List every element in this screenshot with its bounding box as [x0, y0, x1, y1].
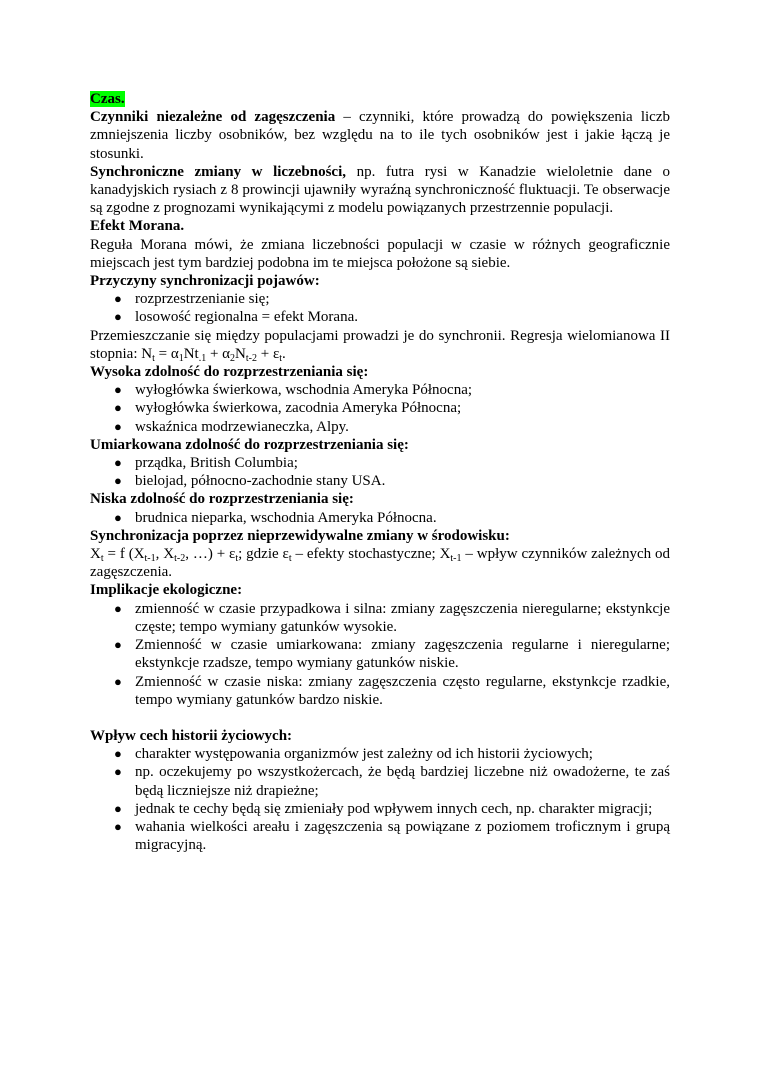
list-high-dispersal	[90, 381, 670, 436]
term-independent-factors: Czynniki niezależne od zagęszczenia	[90, 109, 336, 126]
bullet-icon: ●	[114, 509, 122, 525]
formula-stochastic	[90, 545, 670, 581]
list-item	[90, 745, 670, 763]
formula-part: = α	[154, 345, 179, 362]
list-item	[90, 600, 670, 636]
subscript: t	[288, 553, 292, 565]
bullet-icon: ●	[114, 309, 122, 325]
heading-moderate-dispersal: Umiarkowana zdolność do rozprzestrzeniania się:	[90, 436, 409, 453]
formula-part: + ε	[256, 345, 280, 362]
heading-moran-effect: Efekt Morana.	[90, 218, 185, 235]
formula-part: ; gdzie ε	[238, 546, 289, 563]
heading-low-dispersal: Niska zdolność do rozprzestrzeniania się:	[90, 491, 354, 508]
list-item-text: wyłogłówka świerkowa, wschodnia Ameryka Północna;	[135, 382, 473, 399]
list-implications	[90, 600, 670, 709]
list-item	[90, 454, 670, 472]
formula-part: + α	[206, 345, 231, 362]
formula-part: Nt	[183, 345, 199, 362]
bullet-icon: ●	[114, 600, 122, 616]
heading-environmental-sync: Synchronizacja poprzez nieprzewidywalne zmiany w środowisku:	[90, 527, 510, 544]
list-item-text: wahania wielkości areału i zagęszczenia są powiązane z poziomem troficznym i grupą migracyjną.	[135, 818, 670, 854]
list-item	[90, 636, 670, 672]
list-item	[90, 472, 670, 490]
list-life-history	[90, 745, 670, 854]
list-item-text: wyłogłówka świerkowa, zacodnia Ameryka Północna;	[135, 400, 462, 417]
subscript: t	[152, 352, 155, 364]
paragraph-regression	[90, 327, 670, 363]
list-item	[90, 399, 670, 417]
bullet-icon: ●	[114, 818, 122, 834]
list-item	[90, 290, 670, 308]
bullet-icon: ●	[114, 400, 122, 416]
list-low-dispersal	[90, 509, 670, 527]
subscript: t	[279, 352, 283, 364]
bullet-icon: ●	[114, 382, 122, 398]
heading-sync-causes: Przyczyny synchronizacji pojawów:	[90, 273, 320, 290]
formula-part: , X	[155, 546, 175, 563]
section-heading-czas	[90, 90, 670, 108]
bullet-icon: ●	[114, 455, 122, 471]
subscript: t-2	[174, 553, 186, 565]
term-synchronous-changes: Synchroniczne zmiany w liczebności,	[90, 163, 346, 180]
bullet-icon: ●	[114, 473, 122, 489]
list-item-text: losowość regionalna = efekt Morana.	[135, 309, 358, 326]
heading-implications: Implikacje ekologiczne:	[90, 582, 243, 599]
list-item-text: zmienność w czasie przypadkowa i silna: zmiany zagęszczenia nieregularne; ekstynkcje częste; tempo wymiany gatunków wysokie.	[135, 600, 670, 635]
regression-text: Przemieszczanie się między populacjami prowadzi je do synchronii. Regresja wielomianowa II stopnia: N	[90, 327, 670, 362]
formula-part: .	[282, 345, 286, 362]
subscript: t-1	[450, 553, 462, 565]
list-item-text: brudnica nieparka, wschodnia Ameryka Północna.	[135, 509, 437, 526]
paragraph-synchronous-changes	[90, 163, 670, 218]
highlighted-heading: Czas.	[90, 91, 125, 107]
list-item-text: Zmienność w czasie umiarkowana: zmiany zagęszczenia regularne i nieregularne; ekstynkcje rzadsze, tempo wymiany gatunków niskie.	[135, 637, 670, 672]
spacer	[90, 709, 670, 727]
list-item	[90, 509, 670, 527]
list-item	[90, 381, 670, 399]
definition-text: np. futra rysi w Kanadzie wieloletnie dane o kanadyjskich rysiach z 8 prowincji ujawniły wyraźną synchroniczność fluktuacji. Te obserwacje są zgodne z prognozami wynikającymi z modelu powiązanych przestrzennie populacji.	[90, 163, 670, 217]
heading-life-history: Wpływ cech historii życiowych:	[90, 727, 293, 744]
bullet-icon: ●	[114, 673, 122, 689]
bullet-icon: ●	[114, 291, 122, 307]
formula-part: , …) + ε	[185, 546, 236, 563]
list-item-text: rozprzestrzenianie się;	[135, 291, 270, 308]
subscript: t-1	[144, 553, 156, 565]
list-item	[90, 418, 670, 436]
heading-high-dispersal: Wysoka zdolność do rozprzestrzeniania się:	[90, 364, 369, 381]
bullet-icon: ●	[114, 418, 122, 434]
subscript: t	[100, 553, 104, 565]
list-item-text: jednak te cechy będą się zmieniały pod wpływem innych cech, np. charakter migracji;	[135, 800, 653, 817]
definition-text: – czynniki, które prowadzą do powiększenia liczb zmniejszenia liczby osobników, bez względu na to ile tych osobników jest i jakie łączą je stosunki.	[90, 109, 670, 162]
list-sync-causes	[90, 290, 670, 326]
list-item-text: wskaźnica modrzewianeczka, Alpy.	[135, 418, 349, 435]
bullet-icon: ●	[114, 746, 122, 762]
bullet-icon: ●	[114, 764, 122, 780]
list-item-text: bielojad, północno-zachodnie stany USA.	[135, 473, 386, 490]
formula-part: N	[235, 345, 246, 362]
bullet-icon: ●	[114, 637, 122, 653]
subscript: t	[235, 553, 239, 565]
formula-part: – efekty stochastyczne; X	[291, 546, 451, 563]
subscript: .1	[198, 352, 207, 364]
list-item-text: prządka, British Columbia;	[135, 455, 298, 472]
list-item	[90, 763, 670, 799]
paragraph-moran-rule: Reguła Morana mówi, że zmiana liczebności populacji w czasie w różnych geograficznie miejscach jest tym bardziej podobna im te miejsca położone są siebie.	[90, 236, 670, 271]
list-item	[90, 673, 670, 709]
subscript: t-2	[245, 352, 257, 364]
subscript: 1	[178, 352, 184, 364]
formula-part: = f (X	[103, 546, 145, 563]
document-content	[90, 90, 670, 854]
list-item-text: charakter występowania organizmów jest zależny od ich historii życiowych;	[135, 746, 593, 763]
list-item	[90, 308, 670, 326]
list-item	[90, 800, 670, 818]
subscript: 2	[230, 352, 236, 364]
paragraph-independent-factors	[90, 108, 670, 163]
list-item-text: np. oczekujemy po wszystkożercach, że będą bardziej liczebne niż owadożerne, te zaś będą liczniejsze niż drapieżne;	[135, 764, 670, 799]
list-moderate-dispersal	[90, 454, 670, 490]
formula-part: X	[90, 546, 101, 563]
formula-part: – wpływ czynników zależnych od zagęszczenia.	[90, 546, 670, 581]
bullet-icon: ●	[114, 800, 122, 816]
list-item	[90, 818, 670, 854]
list-item-text: Zmienność w czasie niska: zmiany zagęszczenia często regularne, ekstynkcje rzadkie, tempo wymiany gatunków bardzo niskie.	[135, 673, 670, 708]
